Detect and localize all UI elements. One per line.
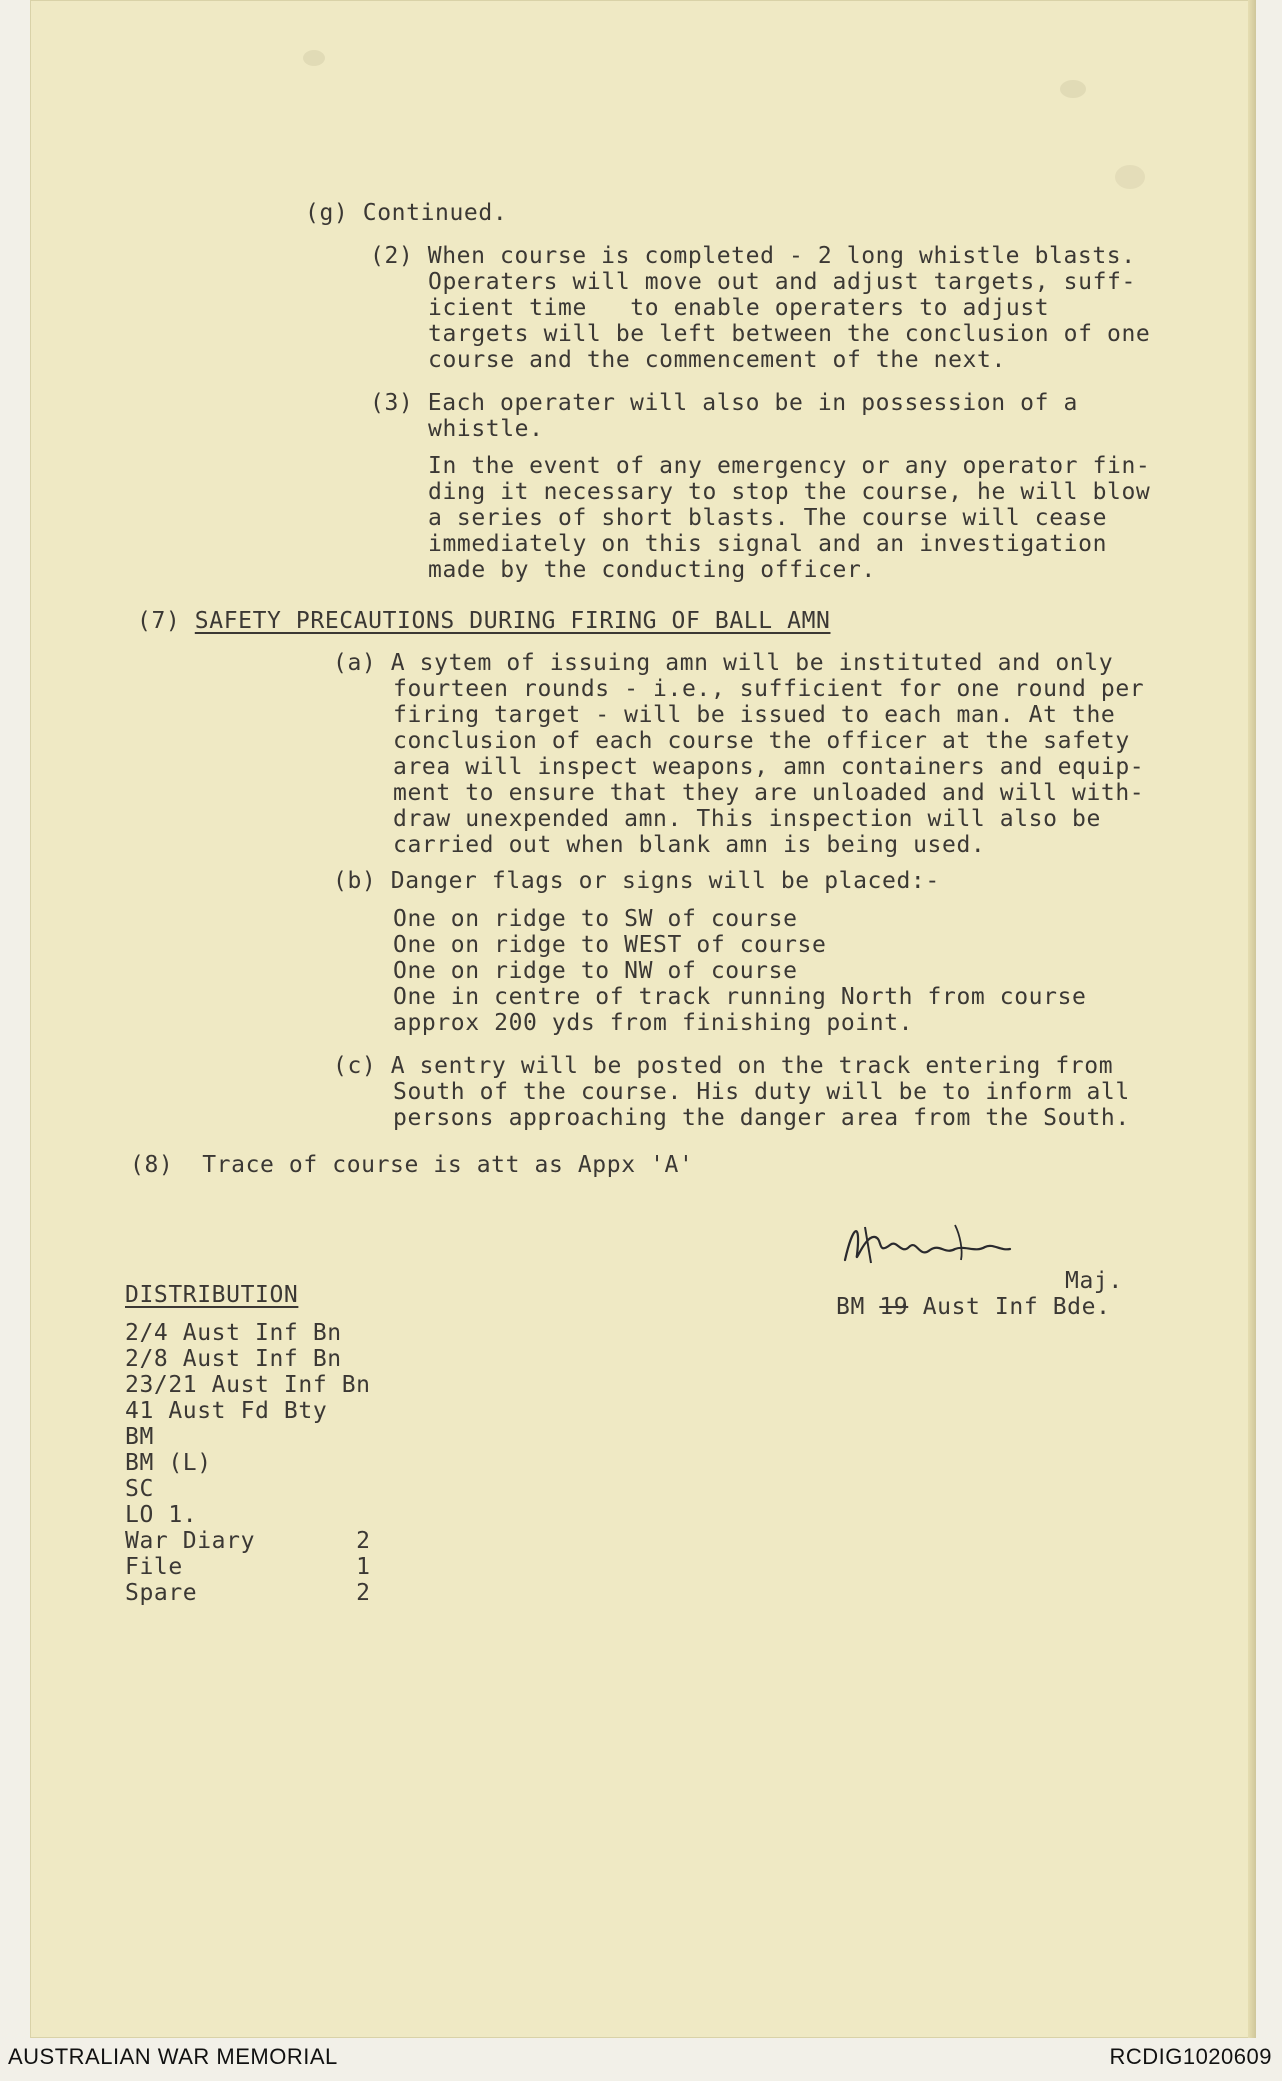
text-line: firing target - will be issued to each man. At the	[393, 702, 1116, 728]
text-line: BM	[125, 1424, 154, 1450]
heading-title: SAFETY PRECAUTIONS DURING FIRING OF BALL AMN	[194, 608, 831, 634]
section-heading	[137, 608, 830, 634]
text-line: One in centre of track running North from course	[393, 984, 1087, 1010]
footer-right-id: RCDIG1020609	[1109, 2044, 1272, 2069]
text-line: File 1	[125, 1554, 371, 1580]
text-line: ding it necessary to stop the course, he will blow	[428, 479, 1151, 505]
text-line: a series of short blasts. The course will cease	[428, 505, 1108, 531]
struck-brigade-number: 19	[879, 1294, 909, 1320]
text-line: SC	[125, 1476, 154, 1502]
text-line: (c) A sentry will be posted on the track entering from	[333, 1053, 1114, 1079]
signature-rank: Maj.	[1065, 1268, 1123, 1294]
text-line: In the event of any emergency or any operator fin-	[428, 453, 1151, 479]
handwritten-signature	[835, 1215, 1020, 1275]
text-line: made by the conducting officer.	[428, 557, 876, 583]
text-line: 2/8 Aust Inf Bn	[125, 1346, 342, 1372]
text-line: LO 1.	[125, 1502, 198, 1528]
text-line: 2/4 Aust Inf Bn	[125, 1320, 342, 1346]
text-line: (g) Continued.	[305, 200, 508, 226]
text-line: approx 200 yds from finishing point.	[393, 1010, 914, 1036]
text-line: fourteen rounds - i.e., sufficient for one round per	[393, 676, 1145, 702]
text-line: 23/21 Aust Inf Bn	[125, 1372, 371, 1398]
text-line: (a) A sytem of issuing amn will be instituted and only	[333, 650, 1114, 676]
text-line: One on ridge to NW of course	[393, 958, 798, 984]
text-line: Spare 2	[125, 1580, 371, 1606]
section-heading	[125, 1282, 298, 1308]
text-line: whistle.	[428, 416, 544, 442]
text-line: Operaters will move out and adjust targets, suff-	[428, 269, 1136, 295]
text-line: (3) Each operater will also be in possession of a	[370, 390, 1078, 416]
appointment-prefix: BM	[836, 1294, 880, 1320]
text-line: area will inspect weapons, amn containers and equip-	[393, 754, 1145, 780]
text-line: One on ridge to WEST of course	[393, 932, 827, 958]
text-line: (8) Trace of course is att as Appx 'A'	[130, 1152, 694, 1178]
text-line: course and the commencement of the next.	[428, 347, 1006, 373]
text-line: targets will be left between the conclusion of one	[428, 321, 1151, 347]
text-line: ment to ensure that they are unloaded and will with-	[393, 780, 1145, 806]
text-line: War Diary 2	[125, 1528, 371, 1554]
text-line: 41 Aust Fd Bty	[125, 1398, 328, 1424]
text-line: BM (L)	[125, 1450, 212, 1476]
text-line: (b) Danger flags or signs will be placed:-	[333, 868, 940, 894]
text-line: One on ridge to SW of course	[393, 906, 798, 932]
heading-title: DISTRIBUTION	[125, 1282, 299, 1308]
appointment-suffix: Aust Inf Bde.	[908, 1294, 1111, 1320]
text-line: persons approaching the danger area from the South.	[393, 1105, 1130, 1131]
text-line: carried out when blank amn is being used.	[393, 832, 986, 858]
footer-left-caption: AUSTRALIAN WAR MEMORIAL	[8, 2044, 338, 2069]
signature-appointment	[836, 1294, 1111, 1320]
text-line: conclusion of each course the officer at the safety	[393, 728, 1130, 754]
text-line: immediately on this signal and an investigation	[428, 531, 1108, 557]
text-line: draw unexpended amn. This inspection will also be	[393, 806, 1101, 832]
text-line: icient time to enable operaters to adjust	[428, 295, 1050, 321]
text-line: (2) When course is completed - 2 long whistle blasts.	[370, 243, 1136, 269]
text-line: South of the course. His duty will be to inform all	[393, 1079, 1130, 1105]
heading-number: (7)	[137, 608, 195, 634]
